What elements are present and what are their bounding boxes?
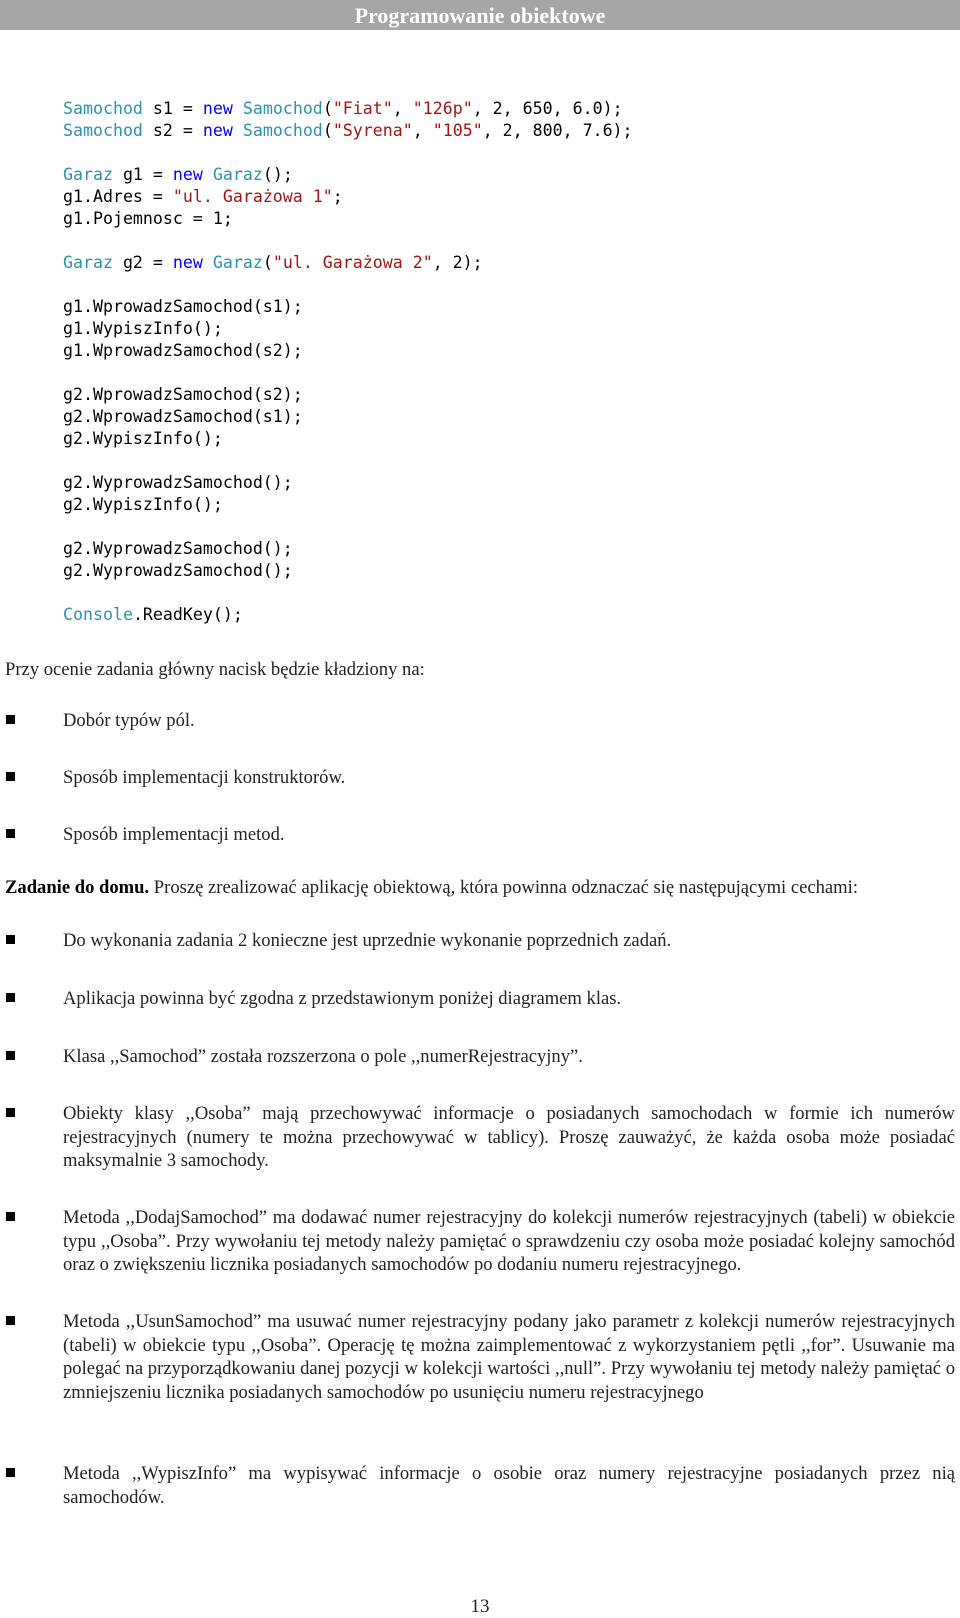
square-bullet-icon	[6, 1316, 15, 1325]
code-token: Garaz	[63, 253, 113, 272]
code-token: g2.WypiszInfo();	[63, 495, 223, 514]
code-line	[63, 538, 633, 560]
code-token: Console	[63, 605, 133, 624]
square-bullet-icon	[6, 993, 15, 1002]
square-bullet-icon	[6, 1051, 15, 1060]
requirement-item: Metoda ,,UsunSamochod” ma usuwać numer rejestracyjny podany jako parametr z kolekcji numerów rejestracyjnych (tabeli) w obiekcie typu ,,Osoba”. Operację tę można zaimplementować z wykorzystaniem pętli ,,for”. Usuwanie ma polegać na przyporządkowaniu danej pozycji w kolekcji wartości ,,null”. Przy wywołaniu tej metody należy pamiętać o zmniejszeniu licznika posiadanych samochodów po usunięciu numeru rejestracyjnego	[63, 1311, 955, 1403]
code-line	[63, 164, 633, 186]
criteria-intro: Przy ocenie zadania główny nacisk będzie kładziony na:	[5, 659, 425, 680]
code-line	[63, 252, 633, 274]
code-token: new	[202, 121, 233, 140]
code-line	[63, 384, 633, 406]
code-token: g2.WyprowadzSamochod();	[63, 561, 293, 580]
code-line	[63, 560, 633, 582]
code-listing	[63, 98, 633, 626]
code-line	[63, 428, 633, 450]
code-line	[63, 494, 633, 516]
requirement-item: Metoda ,,DodajSamochod” ma dodawać numer rejestracyjny do kolekcji numerów rejestracyjnych (tabeli) w obiekcie typu ,,Osoba”. Przy wywołaniu tej metody należy pamiętać o sprawdzeniu czy osoba może posiadać kolejny samochód oraz o zwiększeniu licznika posiadanych samochodów po dodaniu numeru rejestracyjnego.	[63, 1207, 955, 1276]
code-token: g2.WyprowadzSamochod();	[63, 539, 293, 558]
code-token: new	[172, 165, 203, 184]
criteria-item: Dobór typów pól.	[63, 710, 195, 731]
code-token: g2.WyprowadzSamochod();	[63, 473, 293, 492]
requirement-item: Metoda ,,WypiszInfo” ma wypisywać informacje o osobie oraz numery rejestracyjne posiadanych przez nią samochodów.	[63, 1463, 955, 1508]
code-token: g2.WprowadzSamochod(s2);	[63, 385, 303, 404]
requirement-item: Klasa ,,Samochod” została rozszerzona o pole ,,numerRejestracyjny”.	[63, 1046, 583, 1067]
code-token: g1.Pojemnosc = 1;	[63, 209, 233, 228]
code-token: Samochod	[63, 99, 143, 118]
code-token: , 2);	[432, 253, 483, 272]
code-blank-line	[63, 362, 633, 384]
code-line	[63, 296, 633, 318]
code-token	[203, 253, 213, 272]
page-title: Programowanie obiektowe	[354, 3, 606, 28]
code-line	[63, 604, 633, 626]
square-bullet-icon	[6, 1108, 15, 1117]
code-line	[63, 208, 633, 230]
code-token: "ul. Garażowa 1"	[172, 187, 333, 206]
square-bullet-icon	[6, 715, 15, 724]
code-token: "Syrena"	[332, 121, 413, 140]
code-token: s1 =	[142, 99, 203, 118]
code-token: g2.WypiszInfo();	[63, 429, 223, 448]
page-number: 13	[470, 1596, 490, 1617]
code-token: new	[202, 99, 233, 118]
code-token: (	[322, 99, 333, 118]
square-bullet-icon	[6, 829, 15, 838]
code-blank-line	[63, 230, 633, 252]
code-token: new	[172, 253, 203, 272]
code-token: g1.WprowadzSamochod(s1);	[63, 297, 303, 316]
square-bullet-icon	[6, 1468, 15, 1477]
code-blank-line	[63, 450, 633, 472]
code-token: "105"	[432, 121, 483, 140]
square-bullet-icon	[6, 772, 15, 781]
code-blank-line	[63, 516, 633, 538]
criteria-item: Sposób implementacji konstruktorów.	[63, 767, 346, 788]
code-blank-line	[63, 142, 633, 164]
code-token: g2.WprowadzSamochod(s1);	[63, 407, 303, 426]
code-token: Samochod	[242, 99, 323, 118]
code-token: ;	[332, 187, 343, 206]
code-token	[203, 165, 213, 184]
code-token: "126p"	[412, 99, 473, 118]
square-bullet-icon	[6, 935, 15, 944]
homework-label: Zadanie do domu.	[5, 877, 150, 898]
code-line	[63, 186, 633, 208]
criteria-item: Sposób implementacji metod.	[63, 824, 285, 845]
code-line	[63, 472, 633, 494]
code-token	[233, 121, 243, 140]
square-bullet-icon	[6, 1212, 15, 1221]
code-token: (	[322, 121, 333, 140]
requirement-item: Obiekty klasy ,,Osoba” mają przechowywać informacje o posiadanych samochodach w formie ich numerów rejestracyjnych (numery te można przechowywać w tablicy). Proszę zauważyć, że każda osoba może posiadać maksymalnie 3 samochody.	[63, 1103, 955, 1172]
code-token: Garaz	[63, 165, 113, 184]
code-token: (	[262, 253, 273, 272]
requirement-item: Aplikacja powinna być zgodna z przedstawionym poniżej diagramem klas.	[63, 988, 622, 1009]
code-token: g2 =	[112, 253, 173, 272]
code-blank-line	[63, 274, 633, 296]
code-token	[233, 99, 243, 118]
code-line	[63, 318, 633, 340]
code-token: Samochod	[63, 121, 143, 140]
code-token: , 2, 800, 7.6);	[482, 121, 633, 140]
code-token: , 2, 650, 6.0);	[472, 99, 623, 118]
code-token: ,	[392, 99, 413, 118]
code-blank-line	[63, 582, 633, 604]
code-token: g1.Adres =	[63, 187, 173, 206]
code-token: s2 =	[142, 121, 203, 140]
code-token: .ReadKey();	[132, 605, 243, 624]
code-line	[63, 120, 633, 142]
homework-paragraph	[5, 876, 955, 900]
code-token: "ul. Garażowa 2"	[272, 253, 433, 272]
code-token: ,	[412, 121, 433, 140]
code-token: Garaz	[212, 165, 263, 184]
code-token: Samochod	[242, 121, 323, 140]
homework-text: Proszę zrealizować aplikację obiektową, która powinna odznaczać się następującymi cechami:	[149, 877, 858, 898]
code-token: ();	[262, 165, 293, 184]
code-line	[63, 98, 633, 120]
code-token: g1 =	[112, 165, 173, 184]
code-line	[63, 340, 633, 362]
code-token: Garaz	[212, 253, 263, 272]
requirement-item: Do wykonania zadania 2 konieczne jest uprzednie wykonanie poprzednich zadań.	[63, 930, 672, 951]
code-token: g1.WypiszInfo();	[63, 319, 223, 338]
code-token: "Fiat"	[332, 99, 393, 118]
code-token: g1.WprowadzSamochod(s2);	[63, 341, 303, 360]
code-line	[63, 406, 633, 428]
